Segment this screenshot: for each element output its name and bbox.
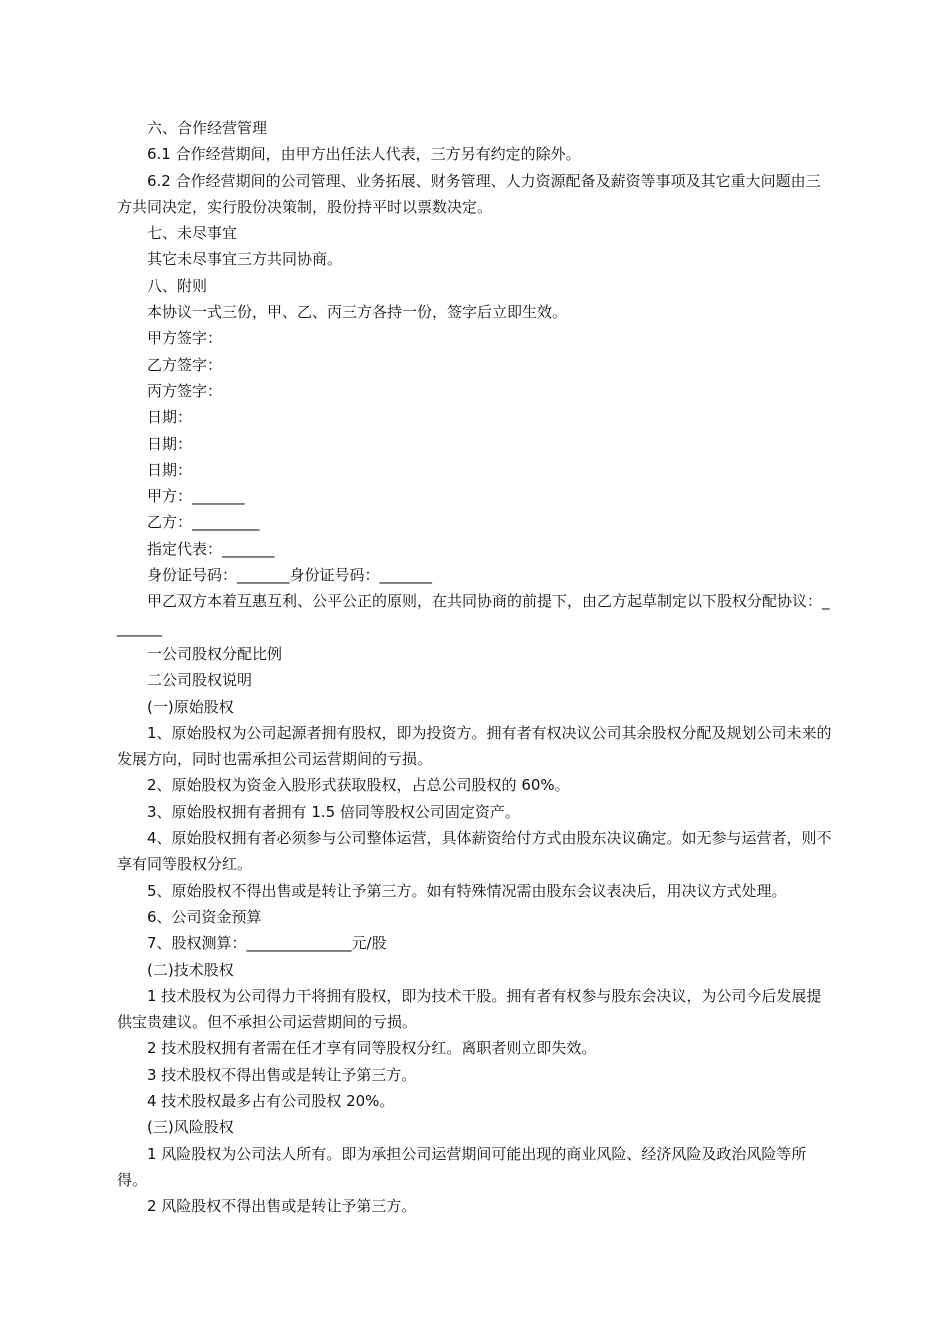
date-line: 日期：: [147, 408, 193, 427]
paragraph: 3、原始股权拥有者拥有 1.5 倍同等股权公司固定资产。: [147, 802, 520, 821]
paragraph: 其它未尽事宜三方共同协商。: [147, 250, 343, 269]
paragraph: 6.1 合作经营期间，由甲方出任法人代表，三方另有约定的除外。: [147, 145, 581, 164]
paragraph: 2、原始股权为资金入股形式获取股权，占总公司股权的 60%。: [147, 776, 570, 795]
representative-line: 指定代表：_______: [147, 539, 275, 558]
paragraph: 2 技术股权拥有者需在任才享有同等股权分红。离职者则立即失效。: [147, 1039, 597, 1058]
paragraph: 本协议一式三份，甲、乙、丙三方各持一份，签字后立即生效。: [147, 303, 568, 322]
section-heading-7: 七、未尽事宜: [147, 224, 238, 243]
heading: 二公司股权说明: [147, 671, 253, 690]
paragraph: 1、原始股权为公司起源者拥有股权，即为投资方。拥有者有权决议公司其余股权分配及规划公司未来的发展方向，同时也需承担公司运营期间的亏损。: [117, 723, 832, 769]
subheading-original-equity: (一)原始股权: [147, 697, 234, 716]
paragraph: 甲乙双方本着互惠互利、公平公正的原则，在共同协商的前提下，由乙方起草制定以下股权分配协议：_______: [117, 592, 830, 637]
paragraph: 1 风险股权为公司法人所有。即为承担公司运营期间可能出现的商业风险、经济风险及政治风险等所得。: [117, 1144, 807, 1189]
heading: 一公司股权分配比例: [147, 644, 283, 663]
paragraph: 6.2 合作经营期间的公司管理、业务拓展、财务管理、人力资源配备及薪资等事项及其它重大问题由三方共同决定，实行股份决策制，股份持平时以票数决定。: [117, 171, 821, 216]
paragraph: 7、股权测算：______________元/股: [147, 934, 387, 953]
paragraph: 1 技术股权为公司得力干将拥有股权，即为技术干股。拥有者有权参与股东会决议，为公司今后发展提供宝贵建议。但不承担公司运营期间的亏损。: [117, 986, 822, 1032]
party-a-line: 甲方：_______: [147, 487, 245, 506]
date-line: 日期：: [147, 460, 193, 479]
subheading-risk-equity: (三)风险股权: [147, 1118, 234, 1137]
section-heading-6: 六、合作经营管理: [147, 119, 268, 137]
paragraph: 3 技术股权不得出售或是转让予第三方。: [147, 1065, 417, 1084]
party-b-line: 乙方：_________: [147, 513, 260, 532]
paragraph: 2 风险股权不得出售或是转让予第三方。: [147, 1197, 417, 1216]
paragraph: 5、原始股权不得出售或是转让予第三方。如有特殊情况需由股东会议表决后，用决议方式处理。: [147, 881, 787, 900]
signature-line-party-b: 乙方签字：: [147, 355, 223, 374]
paragraph: 4、原始股权拥有者必须参与公司整体运营，具体薪资给付方式由股东决议确定。如无参与运营者，则不享有同等股权分红。: [117, 829, 832, 874]
paragraph: 4 技术股权最多占有公司股权 20%。: [147, 1091, 395, 1110]
subheading-technical-equity: (二)技术股权: [147, 960, 234, 979]
paragraph: 6、公司资金预算: [147, 907, 262, 926]
signature-line-party-c: 丙方签字：: [147, 381, 223, 400]
id-number-line: 身份证号码：_______身份证号码：_______: [147, 566, 433, 585]
signature-line-party-a: 甲方签字：: [147, 329, 223, 348]
date-line: 日期：: [147, 434, 193, 453]
document-body: [117, 115, 832, 1219]
section-heading-8: 八、附则: [147, 276, 208, 295]
